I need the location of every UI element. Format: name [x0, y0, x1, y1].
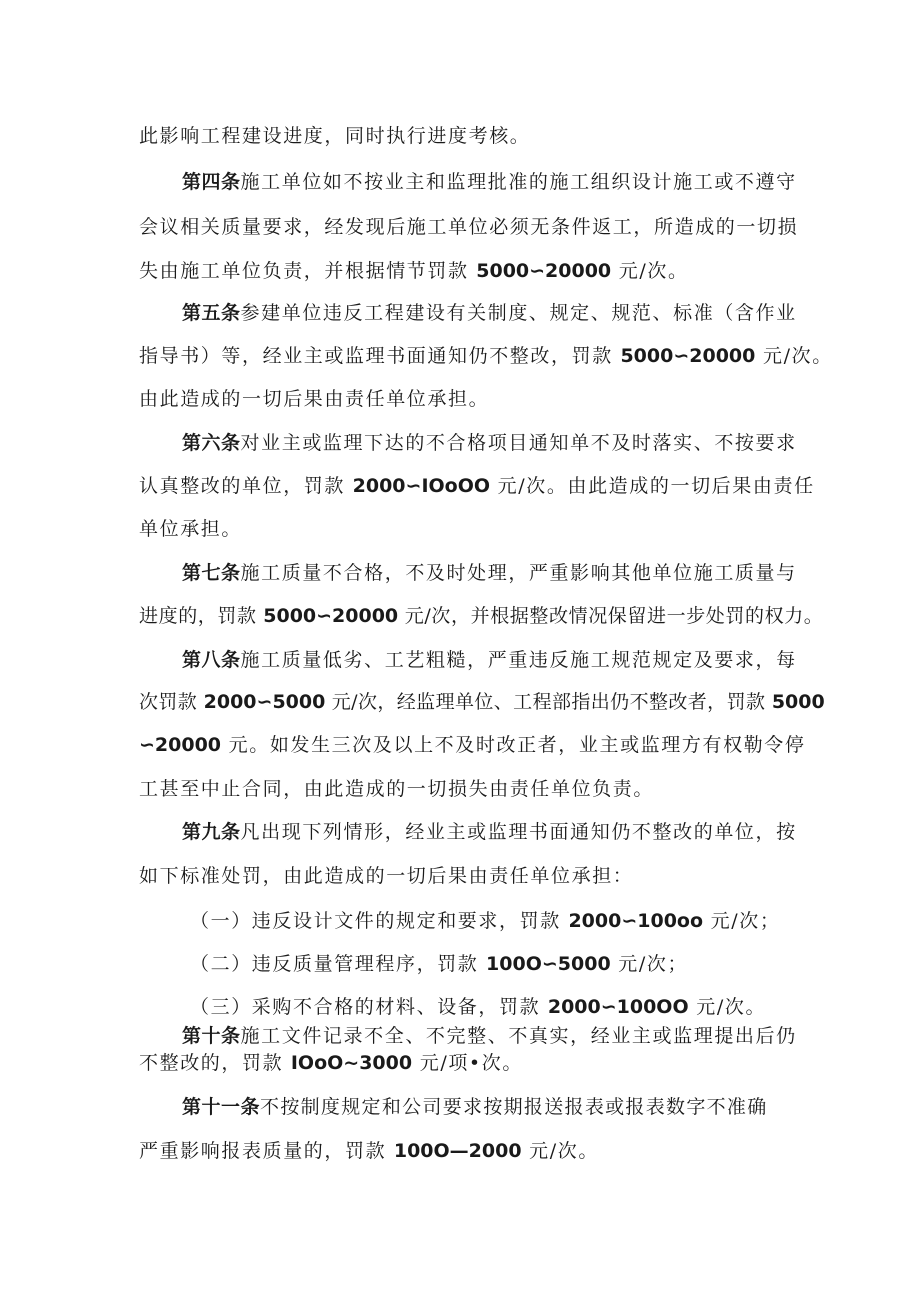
fine-amount: 5000∽20000 — [620, 345, 756, 367]
article-4-heading: 第四条 — [182, 171, 241, 193]
article-8-line-2 — [0, 689, 920, 715]
line-text: 严重影响报表质量的，罚款 — [139, 1140, 394, 1162]
article-8-line-4 — [0, 776, 920, 802]
line-text: 失由施工单位负责，并根据情节罚款 — [139, 260, 477, 282]
fine-amount: 5000∽20000 — [476, 260, 612, 282]
line-text: 元/次，经监理单位、工程部指出仍不整改者，罚款 — [325, 691, 772, 713]
article-11-heading: 第十一条 — [182, 1096, 261, 1118]
article-6-line-3 — [0, 516, 920, 542]
line-text: 进度的，罚款 — [139, 605, 264, 627]
line-text: 元/次。 — [611, 260, 689, 282]
article-11-line-2 — [0, 1138, 920, 1164]
line-text: 元/次。由此造成的一切后果由责任 — [490, 475, 815, 497]
fine-amount: 2000∽100oo — [568, 910, 704, 932]
article-4-line-1 — [0, 169, 920, 195]
fine-amount: 100O—2000 — [393, 1140, 522, 1162]
line-text: 指导书）等，经业主或监理书面通知仍不整改，罚款 — [139, 345, 621, 367]
line-text: 元/次，并根据整改情况保留进一步处罚的权力。 — [398, 605, 824, 627]
line-text: 不整改的，罚款 — [139, 1052, 291, 1074]
article-9-line-1 — [0, 819, 920, 845]
article-9-heading: 第九条 — [182, 821, 241, 843]
line-text: 如下标准处罚，由此造成的一切后果由责任单位承担： — [139, 865, 634, 887]
article-8-heading: 第八条 — [182, 649, 241, 671]
line-text: （三）采购不合格的材料、设备，罚款 — [190, 996, 548, 1018]
line-text: 元/次。 — [521, 1140, 599, 1162]
article-9-item-3 — [0, 994, 920, 1020]
article-4-line-2 — [0, 214, 920, 240]
line-text: 施工质量低劣、工艺粗糙，严重违反施工规范规定及要求，每 — [240, 649, 797, 671]
line-text: 参建单位违反工程建设有关制度、规定、规范、标准（含作业 — [240, 302, 797, 324]
article-10-line-1 — [0, 1023, 920, 1049]
line-text: 工甚至中止合同，由此造成的一切损失由责任单位负责。 — [139, 778, 655, 800]
line-text: 元/项•次。 — [412, 1052, 523, 1074]
line-text: 元/次； — [703, 910, 781, 932]
fine-amount: 2000∽5000 — [203, 691, 326, 713]
line-text: 次罚款 — [139, 691, 204, 713]
line-text: 会议相关质量要求，经发现后施工单位必须无条件返工，所造成的一切损 — [139, 216, 799, 238]
line-text: 施工文件记录不全、不完整、不真实，经业主或监理提出后仍 — [240, 1025, 797, 1047]
fine-amount: ∽20000 — [139, 734, 222, 756]
line-text: 施工质量不合格，不及时处理，严重影响其他单位施工质量与 — [240, 562, 797, 584]
line-text: 不按制度规定和公司要求按期报送报表或报表数字不准确 — [260, 1096, 768, 1118]
article-10-heading: 第十条 — [182, 1025, 241, 1047]
article-9-item-1 — [0, 908, 920, 934]
line-text: 施工单位如不按业主和监理批准的施工组织设计施工或不遵守 — [240, 171, 797, 193]
line-text: 对业主或监理下达的不合格项目通知单不及时落实、不按要求 — [240, 432, 797, 454]
line-text: 由此造成的一切后果由责任单位承担。 — [139, 388, 490, 410]
line-text: 此影响工程建设进度，同时执行进度考核。 — [139, 125, 531, 147]
article-10-line-2 — [0, 1050, 920, 1076]
text-line — [0, 123, 920, 149]
article-6-line-2 — [0, 473, 920, 499]
article-5-line-2 — [0, 343, 920, 369]
article-7-line-1 — [0, 560, 920, 586]
article-9-line-2 — [0, 863, 920, 889]
article-5-line-3 — [0, 386, 920, 412]
article-5-line-1 — [0, 300, 920, 326]
fine-amount: 2000∽IOoOO — [352, 475, 491, 497]
line-text: 元/次。 — [688, 996, 767, 1018]
line-text: 元/次； — [610, 953, 689, 975]
article-8-line-3 — [0, 732, 920, 758]
fine-amount: 5000∽20000 — [263, 605, 399, 627]
line-text: 认真整改的单位，罚款 — [139, 475, 353, 497]
line-text: （一）违反设计文件的规定和要求，罚款 — [190, 910, 569, 932]
article-6-heading: 第六条 — [182, 432, 241, 454]
article-8-line-1 — [0, 647, 920, 673]
article-9-item-2 — [0, 951, 920, 977]
article-7-heading: 第七条 — [182, 562, 241, 584]
fine-amount: 100O∽5000 — [486, 953, 611, 975]
article-4-line-3 — [0, 258, 920, 284]
line-text: 凡出现下列情形，经业主或监理书面通知仍不整改的单位，按 — [240, 821, 797, 843]
line-text: 单位承担。 — [139, 518, 243, 540]
line-text: （二）违反质量管理程序，罚款 — [190, 953, 487, 975]
article-11-line-1 — [0, 1094, 920, 1120]
fine-amount: IOoO~3000 — [290, 1052, 413, 1074]
line-text: 元/次。 — [755, 345, 833, 367]
article-7-line-2 — [0, 603, 920, 629]
article-5-heading: 第五条 — [182, 302, 241, 324]
fine-amount: 5000 — [771, 691, 825, 713]
fine-amount: 2000∽100OO — [547, 996, 689, 1018]
article-6-line-1 — [0, 430, 920, 456]
line-text: 元。如发生三次及以上不及时改正者，业主或监理方有权勒令停 — [221, 734, 806, 756]
